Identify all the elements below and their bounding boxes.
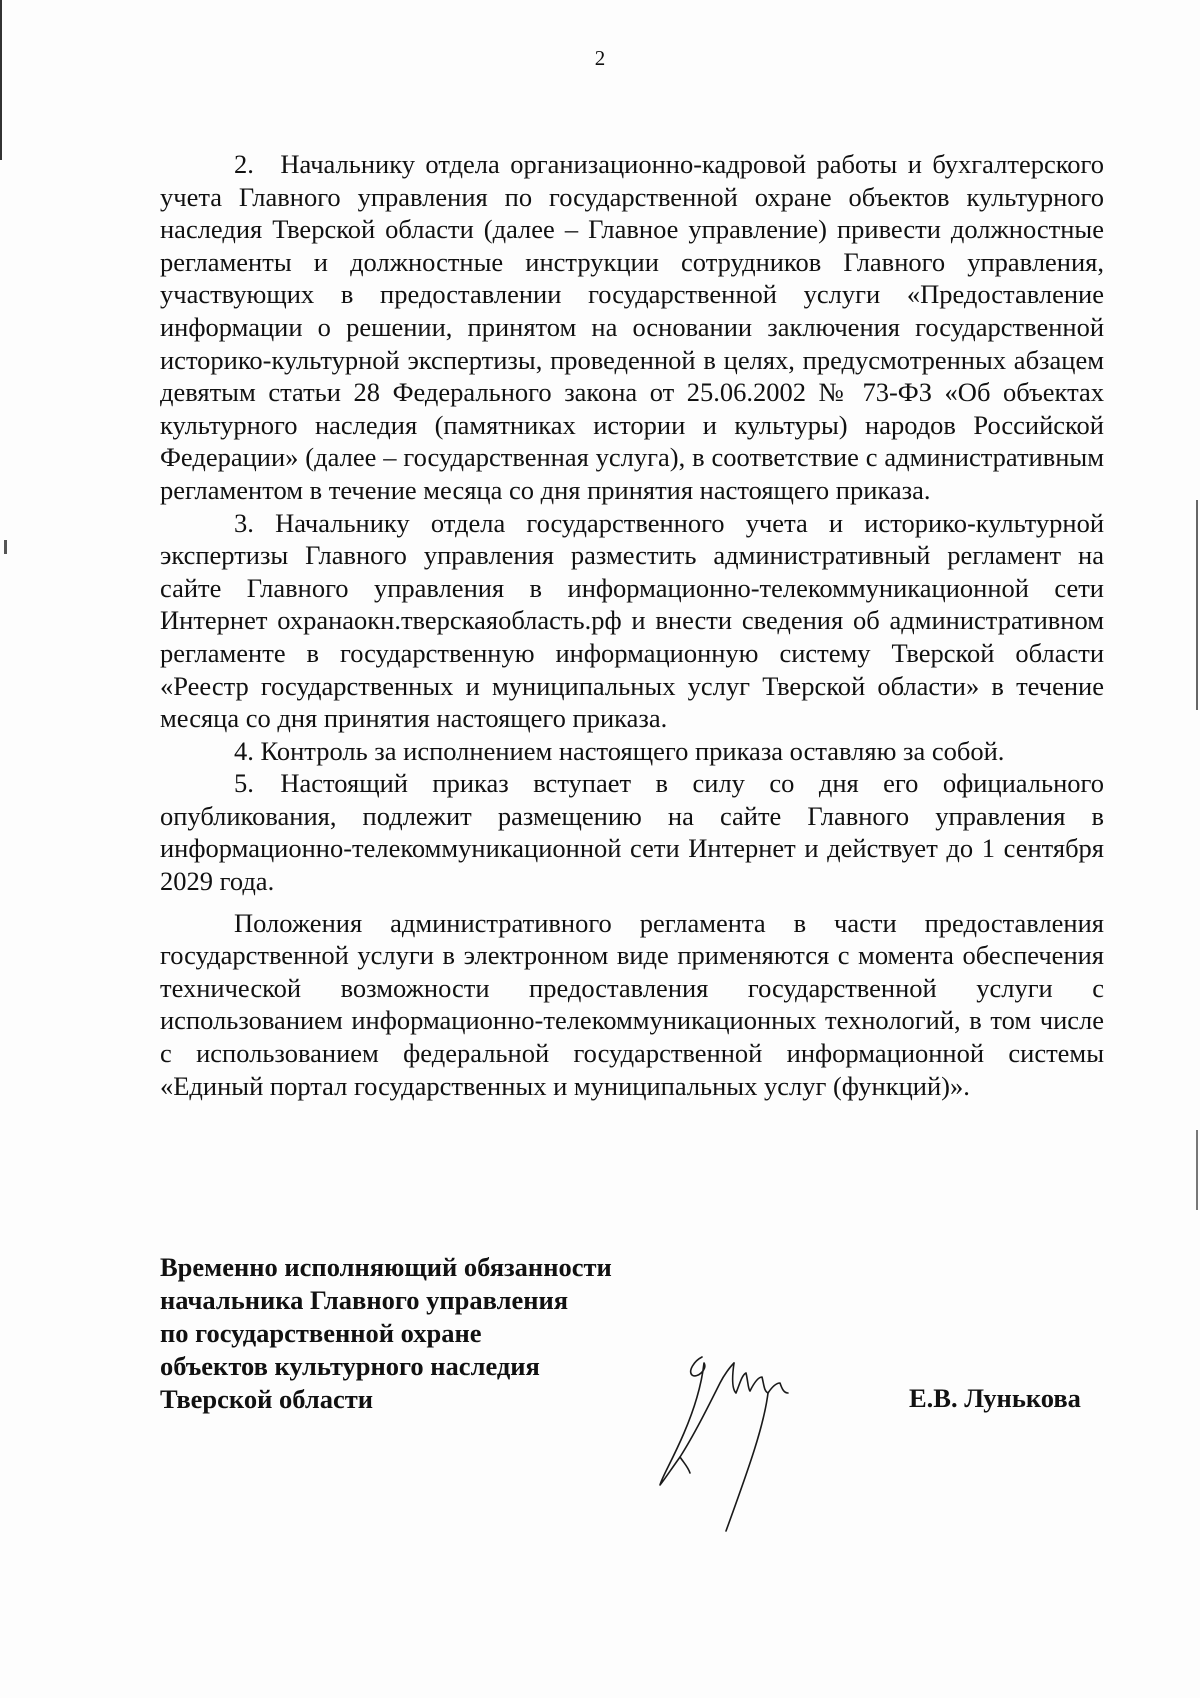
signatory-position [160,1251,612,1416]
scan-edge-mark [1196,1130,1198,1210]
signatory-name: Е.В. Лунькова [909,1383,1081,1413]
position-line: начальника Главного управления [160,1285,569,1315]
position-line: по государственной охране [160,1318,482,1348]
position-line: Временно исполняющий обязанности [160,1252,612,1282]
scan-edge-mark [1196,500,1198,710]
paragraph-item-3: 3. Начальнику отдела государственного учета и историко-культурной экспертизы Главного управления разместить административный регламент на сайте Главного управления в информационно-телекоммуникационной сети Интернет охранаокн.тверскаяобласть.рф и внести сведения об административном регламенте в государственную информационную систему Тверской области «Реестр государственных и муниципальных услуг Тверской области» в течение месяца со дня принятия настоящего приказа. [160,507,1104,734]
scan-edge-mark [0,0,2,160]
paragraph-item-4: 4. Контроль за исполнением настоящего приказа оставляю за собой. [234,735,1005,766]
position-line: Тверской области [160,1384,373,1414]
paragraph-item-5: 5. Настоящий приказ вступает в силу со дня его официального опубликования, подлежит размещению на сайте Главного управления в информационно-телекоммуникационной сети Интернет и действует до 1 сентября 2029 года. [160,768,1104,897]
scan-edge-mark [4,540,7,554]
handwritten-signature [650,1345,860,1545]
document-body [160,148,1104,1102]
page-number: 2 [594,46,606,70]
paragraph-item-2: 2. Начальнику отдела организационно-кадровой работы и бухгалтерского учета Главного управления по государственной охране объектов культурного наследия Тверской области (далее – Главное управление) привести должностные регламенты и должностные инструкции сотрудников Главного управления, участвующих в предоставлении государственной услуги «Предоставление информации о решении, принятом на основании заключения государственной историко-культурной экспертизы, проведенной в целях, предусмотренных абзацем девятым статьи 28 Федерального закона от 25.06.2002 № 73-ФЗ «Об объектах культурного наследия (памятниках истории и культуры) народов Российской Федерации» (далее – государственная услуга), в соответствие с административным регламентом в течение месяца со дня принятия настоящего приказа. [160,149,1104,505]
position-line: объектов культурного наследия [160,1351,540,1381]
paragraph-provisions: Положения административного регламента в части предоставления государственной услуги в электронном виде применяются с момента обеспечения технической возможности предоставления государственной услуги с использованием информационно-телекоммуникационных технологий, в том числе с использованием федеральной государственной информационной системы «Единый портал государственных и муниципальных услуг (функций)». [160,907,1104,1101]
